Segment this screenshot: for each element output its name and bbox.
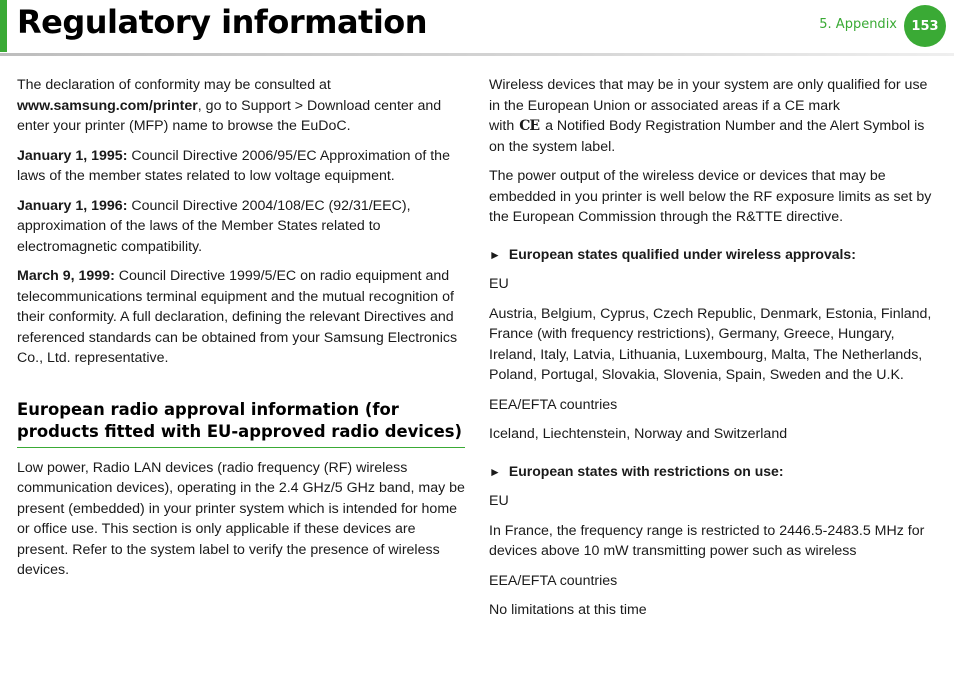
arrow-right-icon: ► bbox=[489, 464, 501, 479]
page-title: Regulatory information bbox=[17, 3, 428, 41]
wireless-qualification-paragraph: Wireless devices that may be in your system are only qualified for use in the European Union or associated areas if a CE mark with CE a Notified Body Registration Number and the Alert Symbol is on the system label. bbox=[489, 77, 928, 155]
ce-mark-icon: CE bbox=[519, 118, 540, 134]
directive-date: March 9, 1999: bbox=[17, 268, 115, 284]
france-restriction-text: In France, the frequency range is restricted to 2446.5-2483.5 MHz for devices above 10 mW transmitting power such as wireless bbox=[489, 522, 925, 559]
chapter-label: 5. Appendix bbox=[819, 17, 897, 32]
directive-date: January 1, 1995: bbox=[17, 147, 128, 164]
eu-label: EU bbox=[489, 493, 509, 509]
samsung-url-link[interactable]: www.samsung.com/printer bbox=[17, 97, 198, 114]
eu-label: EU bbox=[489, 276, 509, 292]
section-heading-radio-approval: European radio approval information (for products fitted with EU-approved radio devices) bbox=[17, 399, 465, 448]
eu-countries-list: Austria, Belgium, Cyprus, Czech Republic, Denmark, Estonia, Finland, France (with frequency restrictions), Germany, Greece, Hungary, Ireland, Italy, Latvia, Lithuania, Luxembourg, Malta, The Netherlands, Poland, Portugal, Slovakia, Slovenia, Spain, Sweden and the U.K. bbox=[489, 305, 932, 383]
directive-entry: January 1, 1996: Council Directive 2004/108/EC (92/31/EEC), approximation of the laws of the Member States related to electromagnetic compatibility. bbox=[17, 197, 411, 255]
page-number-badge: 153 bbox=[904, 5, 946, 47]
eea-label: EEA/EFTA countries bbox=[489, 572, 618, 589]
directive-date: January 1, 1996: bbox=[17, 197, 128, 214]
directive-entry: March 9, 1999: Council Directive 1999/5/EC on radio equipment and telecommunications terminal equipment and the mutual recognition of their conformity. A full declaration, defining the relevant Directives and referenced standards can be obtained from your Samsung Electronics Co., Ltd. representative. bbox=[17, 268, 458, 366]
declaration-paragraph: The declaration of conformity may be consulted at www.samsung.com/printer, go to Support > Download center and enter your printer (MFP) name to browse the EuDoC. bbox=[17, 77, 442, 134]
left-column bbox=[17, 75, 465, 590]
eea-countries-list: Iceland, Liechtenstein, Norway and Switzerland bbox=[489, 426, 788, 442]
radio-lan-paragraph: Low power, Radio LAN devices (radio frequency (RF) wireless communication devices), operating in the 2.4 GHz/5 GHz band, may be present (embedded) in your printer system which is intended for home or office use. This section is only applicable if these devices are present. Refer to the system label to verify the presence of wireless devices. bbox=[17, 459, 465, 578]
eea-label: EEA/EFTA countries bbox=[489, 396, 618, 413]
restrictions-heading: ► European states with restrictions on use: bbox=[489, 462, 784, 479]
directive-entry: January 1, 1995: Council Directive 2006/95/EC Approximation of the laws of the member states related to low voltage equipment. bbox=[17, 147, 450, 184]
no-limitations-text: No limitations at this time bbox=[489, 602, 647, 618]
power-output-paragraph: The power output of the wireless device or devices that may be embedded in you printer is well below the RF exposure limits as set by the European Commission through the R&TTE directive. bbox=[489, 168, 932, 225]
header-divider bbox=[0, 53, 954, 56]
approvals-heading: ► European states qualified under wireless approvals: bbox=[489, 245, 856, 262]
arrow-right-icon: ► bbox=[489, 247, 501, 262]
right-column bbox=[489, 75, 939, 630]
header-accent-bar bbox=[0, 0, 7, 52]
